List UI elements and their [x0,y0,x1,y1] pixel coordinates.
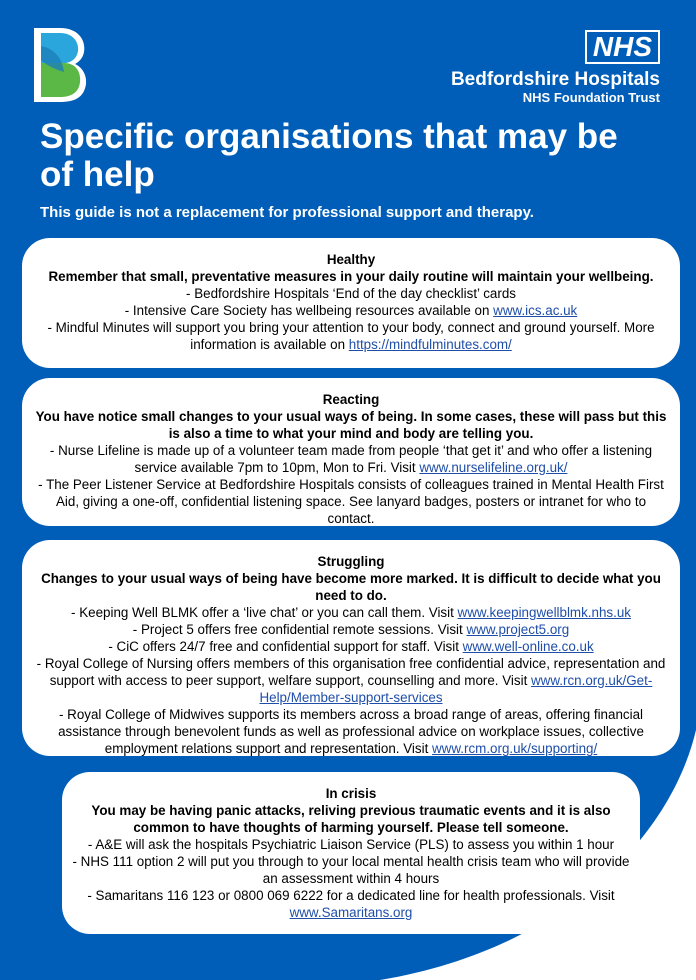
bedfordshire-b-logo-icon [32,26,88,104]
list-item: - Royal College of Nursing offers members of this organisation free confidential advice, representation and support with access to peer support, welfare support, counselling and more. Visit www.rcn.org.uk/Get-Help/Member-support-services [36,656,666,705]
section-struggling [22,540,680,756]
well-online-link[interactable]: www.well-online.co.uk [462,639,594,654]
list-item: - Bedfordshire Hospitals ‘End of the day checklist’ cards [186,286,516,301]
trust-subtitle: NHS Foundation Trust [522,90,660,105]
list-item: - Intensive Care Society has wellbeing resources available on www.ics.ac.uk [124,303,578,318]
list-item: - The Peer Listener Service at Bedfordshire Hospitals consists of colleagues trained in Mental Health First Aid, giving a one-off, confidential listening space. See lanyard badges, posters or intranet for who to contact. [38,477,664,526]
list-item: - Keeping Well BLMK offer a ‘live chat’ or you can call them. Visit www.keepingwellblmk.nhs.uk [71,605,631,620]
ics-link[interactable]: www.ics.ac.uk [493,303,578,318]
nhs-logo: NHS [585,30,660,64]
trust-name: Bedfordshire Hospitals [450,69,660,90]
section-title: Reacting [322,392,380,407]
rcm-link[interactable]: www.rcm.org.uk/supporting/ [432,741,598,756]
section-title: Struggling [317,554,385,569]
section-intro: Changes to your usual ways of being have become more marked. It is difficult to decide what you need to do. [41,571,661,603]
list-item: - Mindful Minutes will support you bring your attention to your body, connect and ground yourself. More information is available on https://mindfulminutes.com/ [47,320,655,352]
list-item: - A&E will ask the hospitals Psychiatric Liaison Service (PLS) to assess you within 1 hour [87,837,615,852]
section-reacting [22,378,680,526]
section-intro: You have notice small changes to your usual ways of being. In some cases, these will pass but this is also a time to what your mind and body are telling you. [35,409,667,441]
section-title: In crisis [325,786,377,801]
section-in-crisis [62,772,640,934]
list-item: - Samaritans 116 123 or 0800 069 6222 for a dedicated line for health professionals. Visit www.Samaritans.org [87,888,615,920]
list-item: - Nurse Lifeline is made up of a volunteer team made from people ‘that get it’ and who offer a listening service available 7pm to 10pm, Mon to Fri. Visit www.nurselifeline.org.uk/ [49,443,653,475]
list-item: - Royal College of Midwives supports its members across a broad range of areas, offering financial assistance through benevolent funds as well as professional advice on workplace issues, collective employment relations support and representation. Visit www.rcm.org.uk/supporting/ [58,707,644,756]
list-item: - CiC offers 24/7 free and confidential support for staff. Visit www.well-online.co.uk [108,639,594,654]
keeping-well-link[interactable]: www.keepingwellblmk.nhs.uk [457,605,631,620]
rcn-link[interactable]: www.rcn.org.uk/Get-Help/Member-support-services [259,673,653,705]
project5-link[interactable]: www.project5.org [466,622,570,637]
list-item: - NHS 111 option 2 will put you through to your local mental health crisis team who will provide an assessment within 4 hours [72,854,630,886]
mindful-minutes-link[interactable]: https://mindfulminutes.com/ [348,337,512,352]
section-title: Healthy [326,252,376,267]
page-title: Specific organisations that may be of help [40,117,618,194]
nurse-lifeline-link[interactable]: www.nurselifeline.org.uk/ [419,460,568,475]
samaritans-link[interactable]: www.Samaritans.org [289,905,413,920]
section-healthy [22,238,680,368]
page-subtitle: This guide is not a replacement for professional support and therapy. [40,204,534,221]
section-intro: Remember that small, preventative measures in your daily routine will maintain your wellbeing. [48,269,654,284]
nhs-trust-branding [451,30,660,106]
list-item: - Project 5 offers free confidential remote sessions. Visit www.project5.org [132,622,570,637]
section-intro: You may be having panic attacks, reliving previous traumatic events and it is also common to have thoughts of harming yourself. Please tell someone. [91,803,611,835]
